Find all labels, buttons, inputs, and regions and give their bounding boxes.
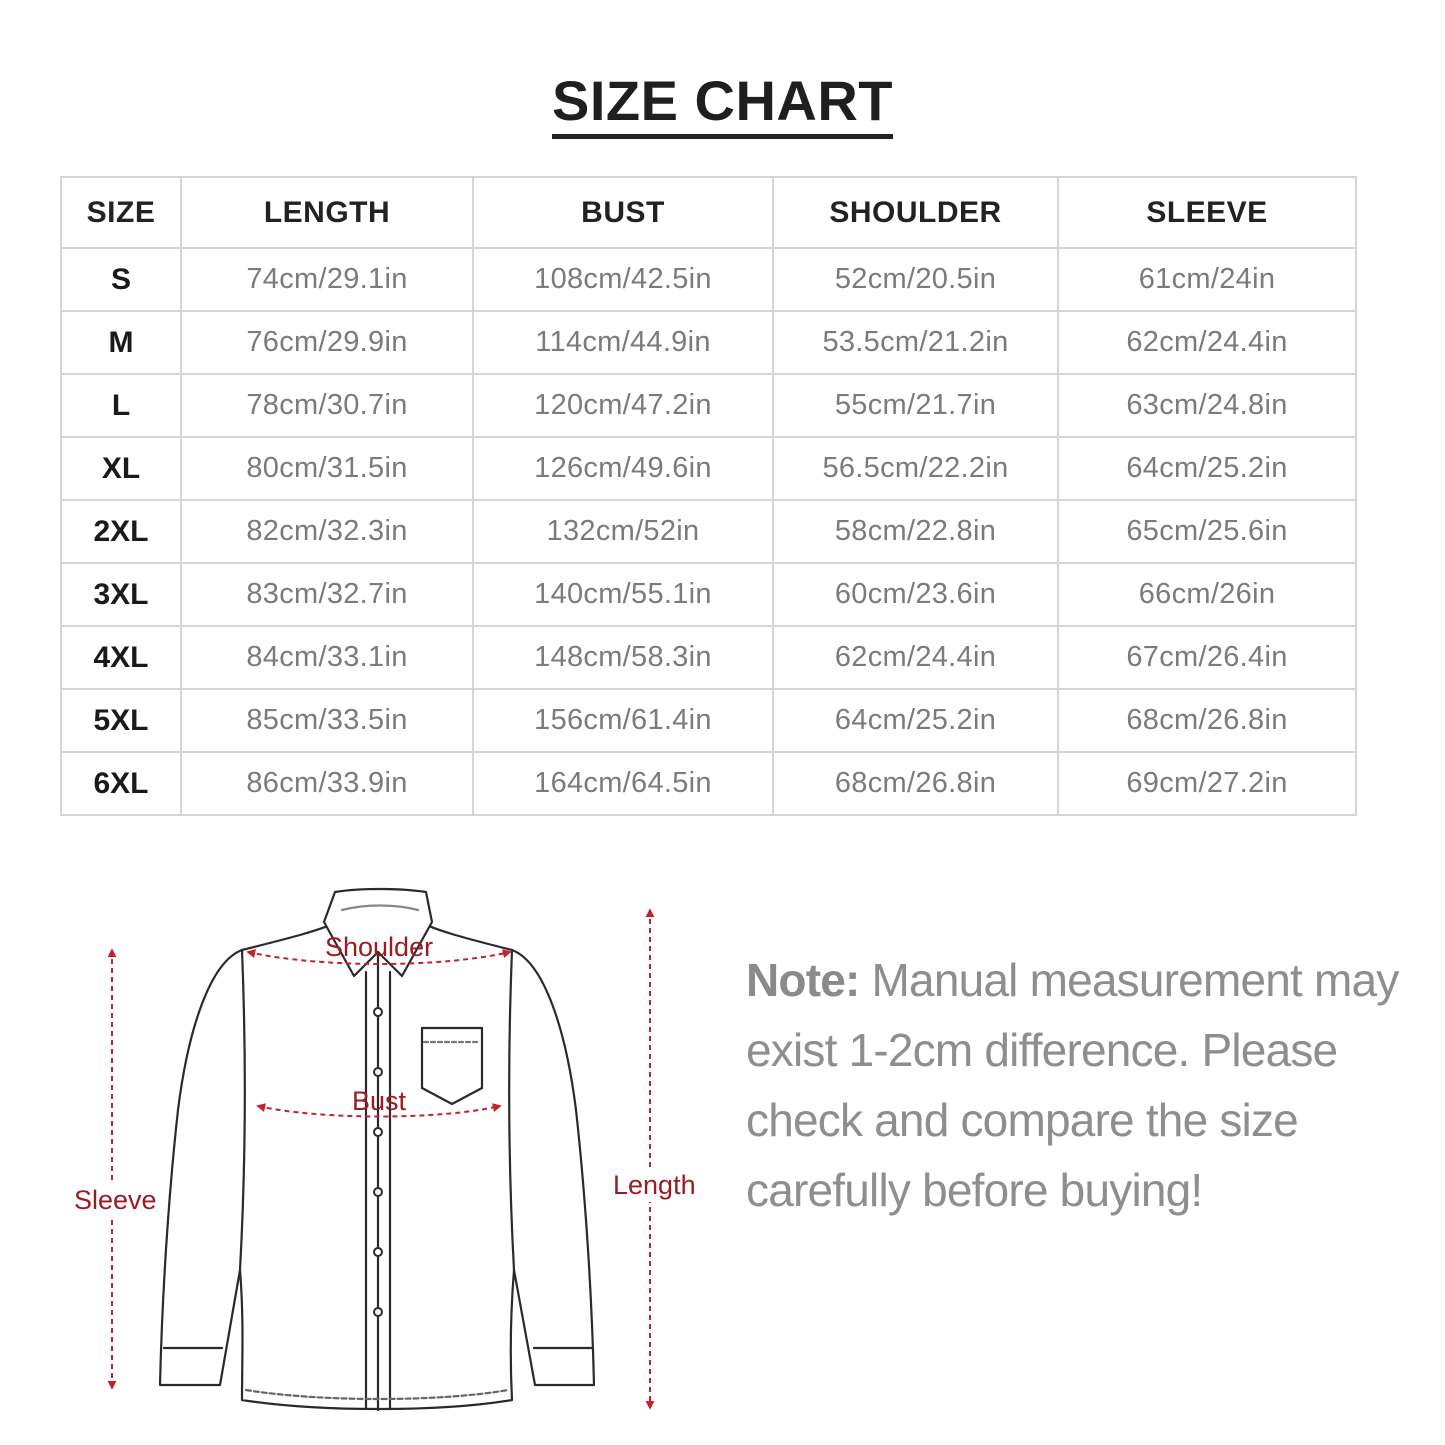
sleeve-cell: 63cm/24.8in [1058,374,1356,437]
bust-cell: 156cm/61.4in [473,689,773,752]
size-cell: 6XL [61,752,181,815]
table-row [61,311,1356,374]
shoulder-cell: 55cm/21.7in [773,374,1058,437]
table-row [61,500,1356,563]
size-table [60,176,1357,816]
length-cell: 83cm/32.7in [181,563,473,626]
size-cell: XL [61,437,181,500]
shoulder-label: Shoulder [325,932,434,962]
sleeve-cell: 64cm/25.2in [1058,437,1356,500]
shoulder-cell: 64cm/25.2in [773,689,1058,752]
table-row [61,626,1356,689]
table-header-row [61,177,1356,248]
size-cell: S [61,248,181,311]
note-label: Note: [746,954,860,1006]
sleeve-cell: 62cm/24.4in [1058,311,1356,374]
note-text-block [746,945,1406,1225]
bust-cell: 120cm/47.2in [473,374,773,437]
sleeve-label: Sleeve [74,1185,157,1215]
bust-cell: 114cm/44.9in [473,311,773,374]
size-cell: 4XL [61,626,181,689]
header-length: LENGTH [181,177,473,248]
shoulder-cell: 52cm/20.5in [773,248,1058,311]
length-cell: 84cm/33.1in [181,626,473,689]
length-cell: 86cm/33.9in [181,752,473,815]
sleeve-cell: 61cm/24in [1058,248,1356,311]
shoulder-cell: 53.5cm/21.2in [773,311,1058,374]
table-row [61,437,1356,500]
shoulder-cell: 58cm/22.8in [773,500,1058,563]
note-text: Manual measurement may exist 1-2cm difference. Please check and compare the size carefully before buying! [746,954,1399,1216]
size-cell: 2XL [61,500,181,563]
sleeve-cell: 66cm/26in [1058,563,1356,626]
shoulder-cell: 62cm/24.4in [773,626,1058,689]
length-cell: 80cm/31.5in [181,437,473,500]
sleeve-cell: 67cm/26.4in [1058,626,1356,689]
shoulder-cell: 56.5cm/22.2in [773,437,1058,500]
size-cell: 3XL [61,563,181,626]
size-cell: M [61,311,181,374]
sleeve-cell: 65cm/25.6in [1058,500,1356,563]
length-cell: 85cm/33.5in [181,689,473,752]
bust-cell: 140cm/55.1in [473,563,773,626]
shoulder-cell: 68cm/26.8in [773,752,1058,815]
table-row [61,752,1356,815]
header-shoulder: SHOULDER [773,177,1058,248]
header-sleeve: SLEEVE [1058,177,1356,248]
bust-cell: 164cm/64.5in [473,752,773,815]
sleeve-cell: 69cm/27.2in [1058,752,1356,815]
table-row [61,248,1356,311]
size-cell: L [61,374,181,437]
table-row [61,689,1356,752]
bust-cell: 126cm/49.6in [473,437,773,500]
length-cell: 76cm/29.9in [181,311,473,374]
table-row [61,563,1356,626]
length-label: Length [613,1170,696,1200]
bust-cell: 148cm/58.3in [473,626,773,689]
table-row [61,374,1356,437]
length-cell: 74cm/29.1in [181,248,473,311]
page-title-wrap [0,70,1445,139]
sleeve-cell: 68cm/26.8in [1058,689,1356,752]
length-cell: 78cm/30.7in [181,374,473,437]
length-cell: 82cm/32.3in [181,500,473,563]
bust-label: Bust [352,1086,407,1116]
measurement-diagram [60,880,720,1420]
bust-cell: 108cm/42.5in [473,248,773,311]
bust-cell: 132cm/52in [473,500,773,563]
size-cell: 5XL [61,689,181,752]
page-title: SIZE CHART [552,70,893,139]
shoulder-cell: 60cm/23.6in [773,563,1058,626]
header-size: SIZE [61,177,181,248]
header-bust: BUST [473,177,773,248]
